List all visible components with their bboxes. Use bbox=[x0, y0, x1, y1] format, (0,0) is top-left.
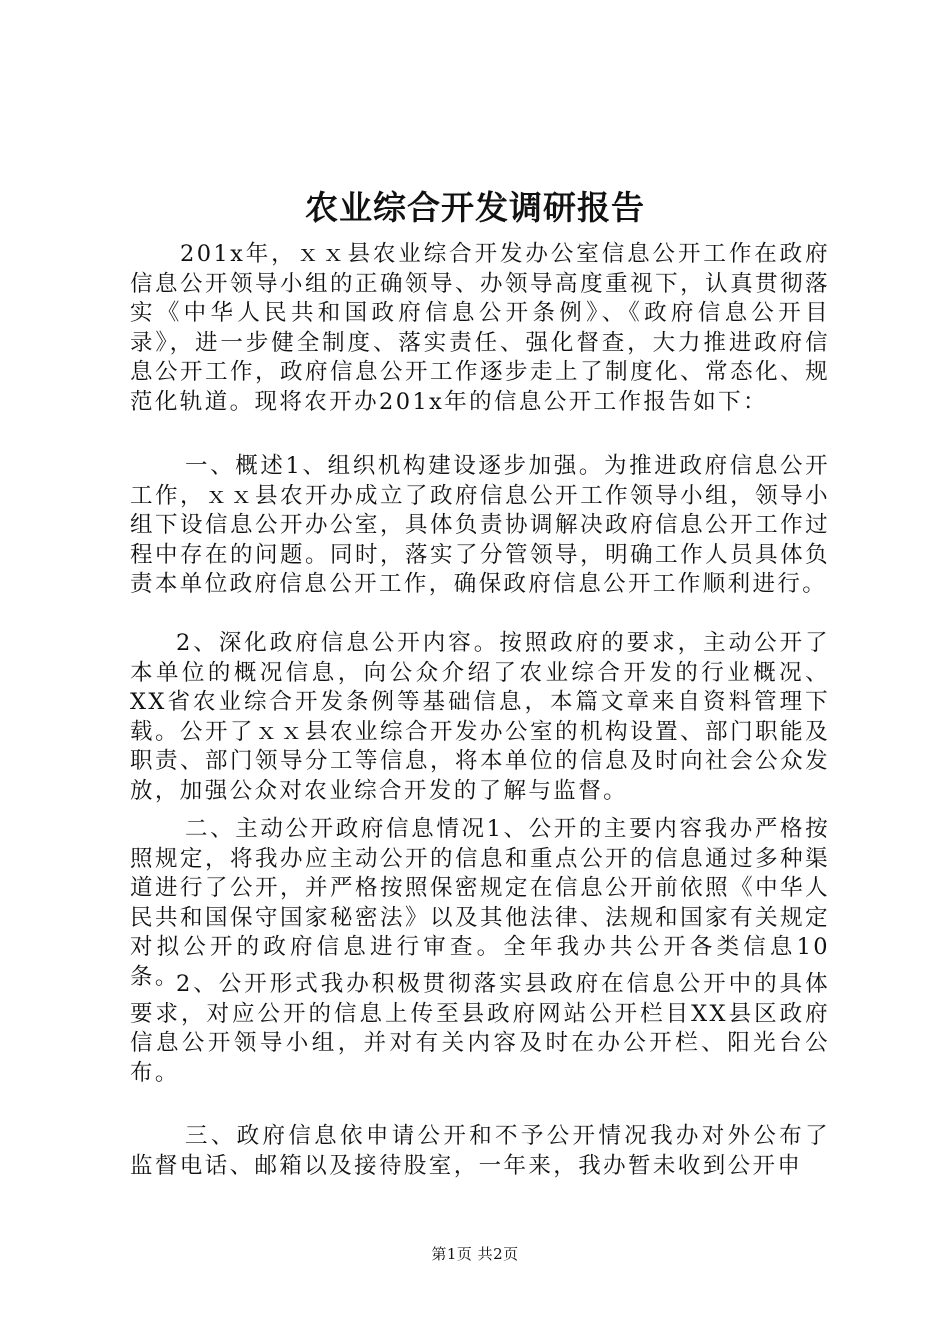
paragraph-section-3: 三、政府信息依申请公开和不予公开情况我办对外公布了监督电话、邮箱以及接待股室，一年来，我办暂未收到公开申 bbox=[130, 1123, 830, 1179]
paragraph-section-1: 一、概述1、组织机构建设逐步加强。为推进政府信息公开工作，ｘｘ县农开办成立了政府信息公开工作领导小组，领导小组下设信息公开办公室，具体负责协调解决政府信息公开工作过程中存在的问题。同时，落实了分管领导，明确工作人员具体负责本单位政府信息公开工作，确保政府信息公开工作顺利进行。 bbox=[130, 453, 830, 598]
paragraph-section-2: 二、主动公开政府信息情况1、公开的主要内容我办严格按照规定，将我办应主动公开的信息和重点公开的信息通过多种渠道进行了公开，并严格按照保密规定在信息公开前依照《中华人民共和国保守国家秘密法》以及其他法律、法规和国家有关规定对拟公开的政府信息进行审查。全年我办共公开各类信息10条。 bbox=[130, 816, 830, 990]
document-title: 农业综合开发调研报告 bbox=[305, 188, 645, 227]
page-number-footer: 第1页 共2页 bbox=[431, 1245, 519, 1263]
paragraph-section-2-2: 2、公开形式我办积极贯彻落实县政府在信息公开中的具体要求，对应公开的信息上传至县政府网站公开栏目XX县区政府信息公开领导小组，并对有关内容及时在办公开栏、阳光台公布。 bbox=[130, 971, 830, 1086]
paragraph-intro: 201x年，ｘｘ县农业综合开发办公室信息公开工作在政府信息公开领导小组的正确领导、办领导高度重视下，认真贯彻落实《中华人民共和国政府信息公开条例》、《政府信息公开目录》，进一步健全制度、落实责任、强化督查，大力推进政府信息公开工作，政府信息公开工作逐步走上了制度化、常态化、规范化轨道。现将农开办201x年的信息公开工作报告如下： bbox=[130, 241, 830, 415]
paragraph-section-1-2: 2、深化政府信息公开内容。按照政府的要求，主动公开了本单位的概况信息，向公众介绍了农业综合开发的行业概况、XX省农业综合开发条例等基础信息，本篇文章来自资料管理下载。公开了ｘｘ县农业综合开发办公室的机构设置、部门职能及职责、部门领导分工等信息，将本单位的信息及时向社会公众发放，加强公众对农业综合开发的了解与监督。 bbox=[130, 630, 830, 804]
